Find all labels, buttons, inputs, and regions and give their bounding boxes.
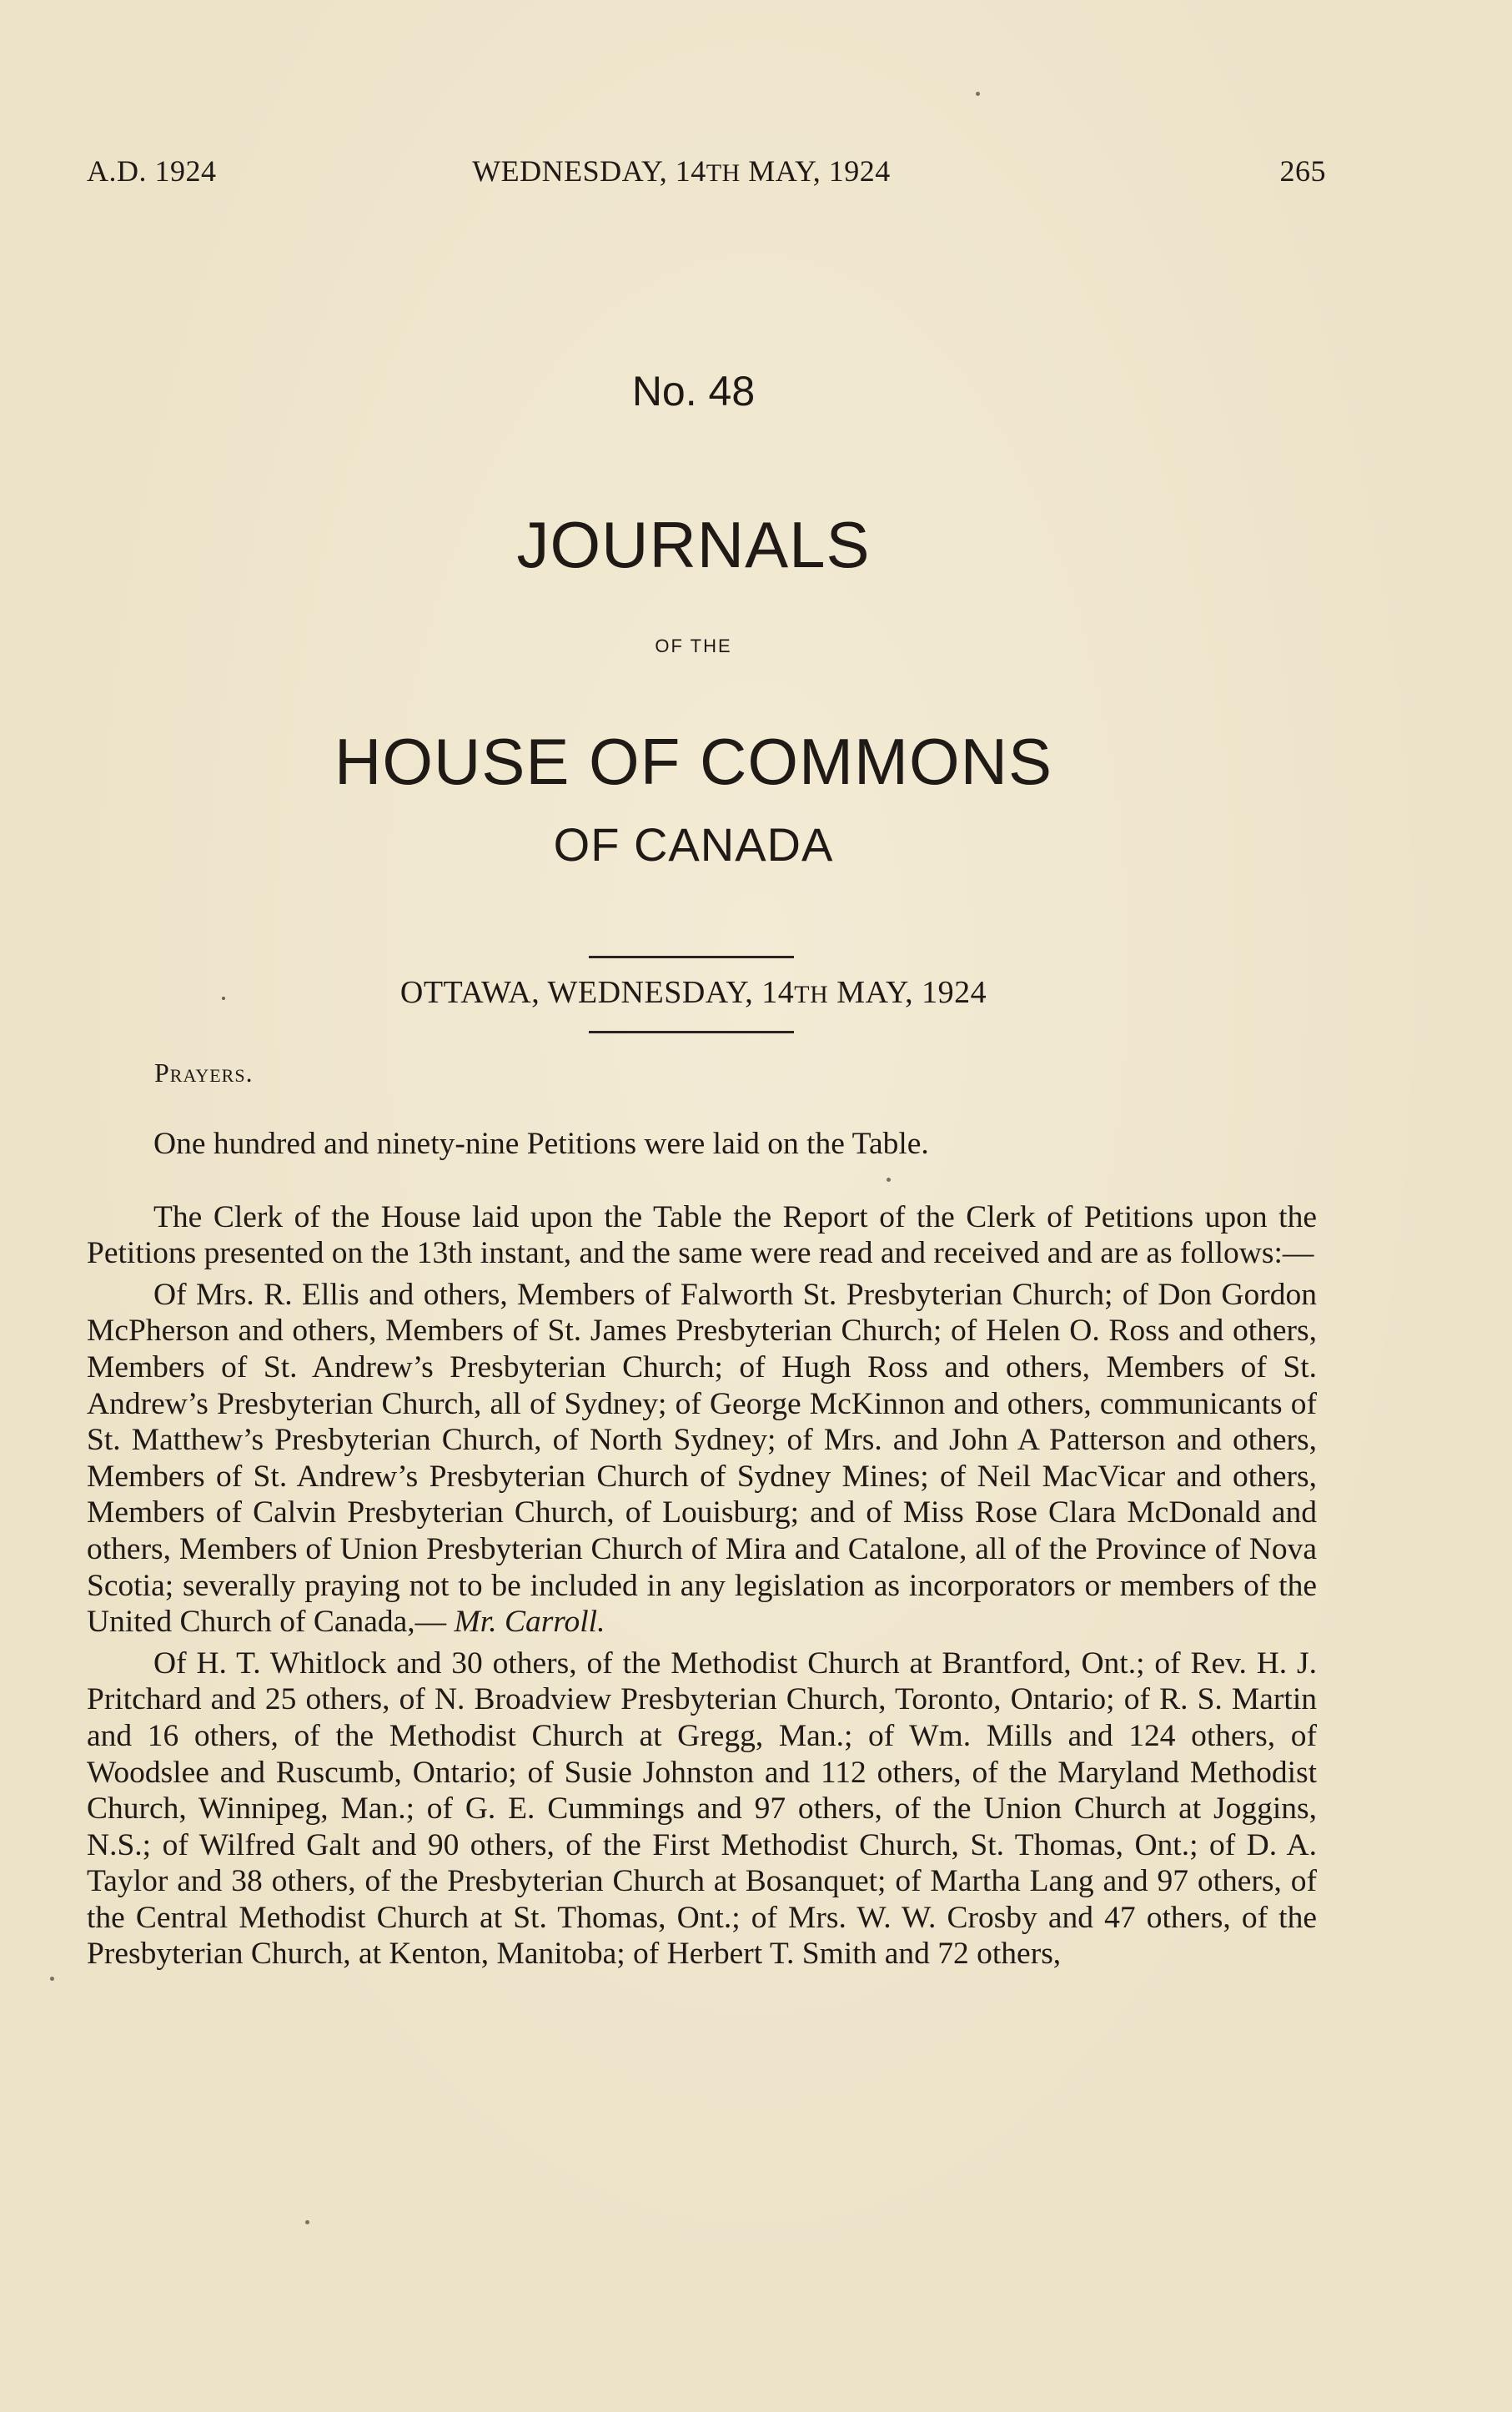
running-head-year: A.D. 1924 — [87, 154, 217, 188]
print-speck — [887, 1178, 891, 1182]
presenting-member: Mr. Carroll. — [454, 1605, 605, 1640]
dateline-rest: MAY, 1924 — [828, 975, 987, 1010]
dateline-prefix: OTTAWA, WEDNESDAY, 14 — [399, 975, 795, 1010]
running-head-date-rest: MAY, 1924 — [740, 154, 891, 188]
title-of-the: OF THE — [655, 636, 732, 656]
paragraph-petitions-laid: One hundred and ninety-nine Petitions were laid on the Table. — [153, 1127, 929, 1161]
paragraph-clerk-report: The Clerk of the House laid upon the Table the Report of the Clerk of Petitions upon the Petitions presented on the 13th instant, and the same were read and received and are as follows:— — [87, 1199, 1317, 1271]
journal-body — [87, 1126, 1317, 1972]
print-speck — [305, 2220, 309, 2224]
divider-rule-bottom — [589, 1031, 794, 1033]
paragraph-presbyterian-text: Of Mrs. R. Ellis and others, Members of Falworth St. Presbyterian Church; of Don Gordon McPherson and others, Members of St. James Presbyterian Church; of Helen O. Ross and others, Members of St. Andrew’s Presbyterian Church; of Hugh Ross and others, Members of St. Andrew’s Presbyterian Church, all of Sydney; of George McKinnon and others, communicants of St. Matthew’s Presbyterian Church, of North Sydney; of Mrs. and John A Patterson and others, Members of St. Andrew’s Presbyterian Church of Sydney Mines; of Neil MacVicar and others, Members of Calvin Presbyterian Church, of Louisburg; and of Miss Rose Clara McDonald and others, Members of Union Presbyterian Church of Mira and Catalone, all of the Province of Nova Scotia; severally praying not to be included in any legislation as incorporators or members of the United Church of Canada,— — [87, 1277, 1317, 1640]
title-journals: JOURNALS — [516, 508, 871, 581]
print-speck — [976, 92, 980, 96]
title-of-canada: OF CANADA — [553, 818, 834, 871]
page-number: 265 — [1279, 154, 1326, 188]
divider-rule-top — [589, 956, 794, 958]
running-head-date-ordinal: TH — [706, 159, 741, 187]
paragraph-methodist-petitions: Of H. T. Whitlock and 30 others, of the Methodist Church at Brantford, Ont.; of Rev. H. J. Pritchard and 25 others, of N. Broadview Presbyterian Church, Toronto, Ontario; of R. S. Martin and 16 others, of the Methodist Church at Gregg, Man.; of Wm. Mills and 124 others, of Woodslee and Ruscumb, Ontario; of Susie Johnston and 112 others, of the Maryland Methodist Church, Winnipeg, Man.; of G. E. Cummings and 97 others, of the Union Church at Joggins, N.S.; of Wilfred Galt and 90 others, of the First Methodist Church, St. Thomas, Ont.; of D. A. Taylor and 38 others, of the Presbyterian Church at Bosanquet; of Martha Lang and 97 others, of the Central Methodist Church at St. Thomas, Ont.; of Mrs. W. W. Crosby and 47 others, of the Presbyterian Church, at Kenton, Manitoba; of Herbert T. Smith and 72 others, — [87, 1646, 1317, 1972]
dateline-ordinal: TH — [794, 981, 829, 1008]
print-speck — [50, 1977, 54, 1981]
paragraph-presbyterian-petitions — [87, 1277, 1317, 1641]
running-head — [87, 153, 1326, 195]
issue-number: No. 48 — [631, 368, 756, 415]
running-head-date-prefix: WEDNESDAY, 14 — [472, 154, 706, 188]
prayers-heading: Prayers. — [154, 1058, 254, 1088]
running-head-date — [87, 153, 1326, 188]
title-house-of-commons: HOUSE OF COMMONS — [334, 725, 1052, 798]
dateline — [0, 974, 1512, 1011]
